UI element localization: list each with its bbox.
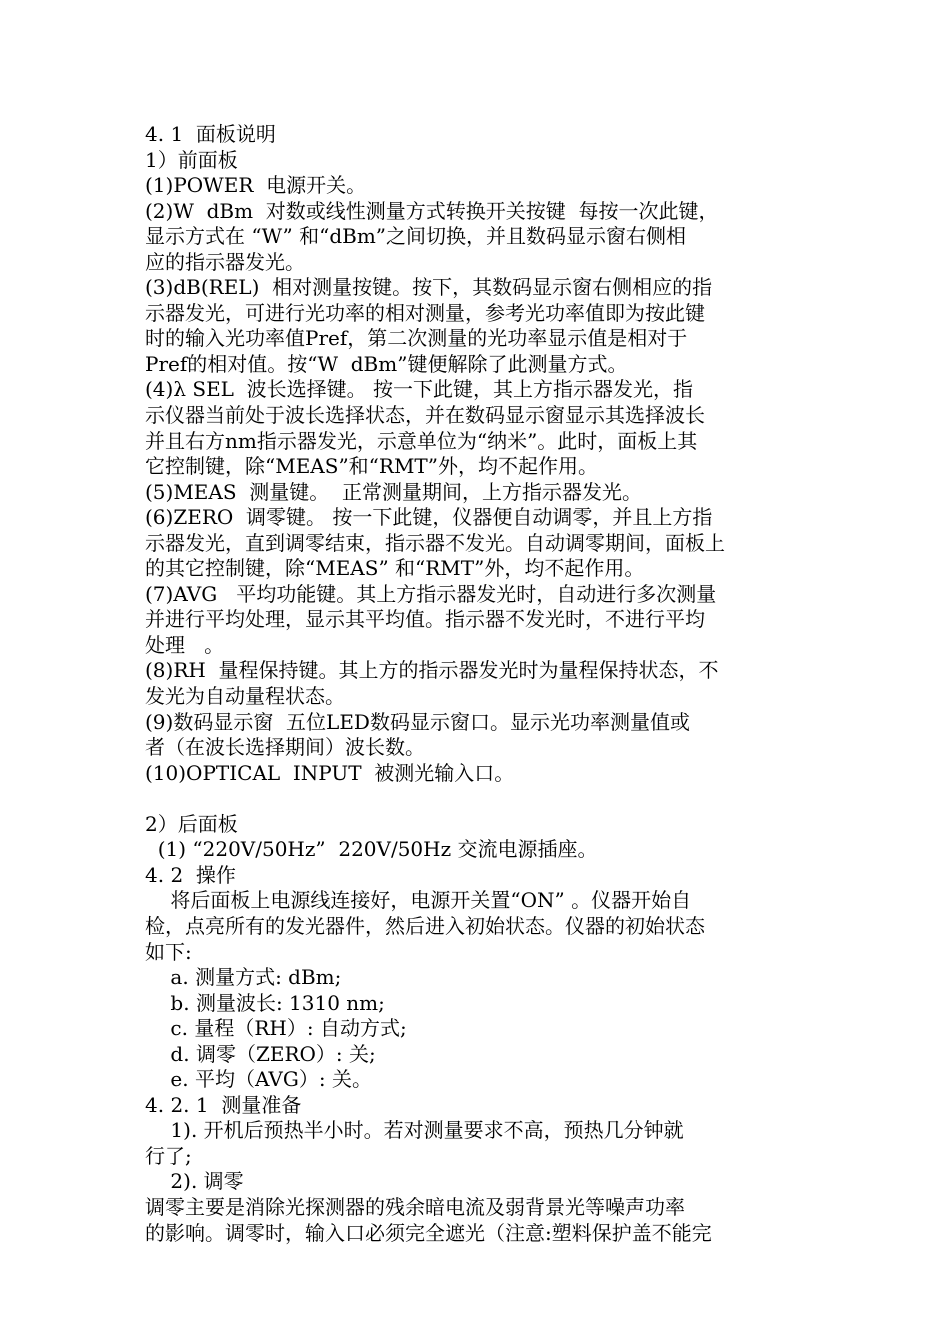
text-line: (6)ZERO 调零键。 按一下此键，仪器便自动调零，并且上方指 xyxy=(145,505,713,530)
text-line: (8)RH 量程保持键。其上方的指示器发光时为量程保持状态，不 xyxy=(145,658,719,683)
text-line: c. 量程（RH）: 自动方式; xyxy=(145,1016,407,1041)
text-line: (7)AVG 平均功能键。其上方指示器发光时，自动进行多次测量 xyxy=(145,581,717,606)
text-line: 者（在波长选择期间）波长数。 xyxy=(145,735,425,760)
text-line: 应的指示器发光。 xyxy=(145,249,305,274)
text-line: 4. 1 面板说明 xyxy=(145,122,276,146)
text-line: (9)数码显示窗 五位LED数码显示窗口。显示光功率测量值或 xyxy=(145,709,690,734)
text-line: 时的输入光功率值Pref，第二次测量的光功率显示值是相对于 xyxy=(145,326,688,351)
text-line xyxy=(145,786,815,812)
text-line: d. 调零（ZERO）: 关; xyxy=(145,1041,376,1066)
text-line: (1) “220V/50Hz” 220V/50Hz 交流电源插座。 xyxy=(145,837,598,862)
text-line: (3)dB(REL) 相对测量按键。按下，其数码显示窗右侧相应的指 xyxy=(145,275,713,300)
document-body xyxy=(145,122,815,1246)
text-line: 检，点亮所有的发光器件，然后进入初始状态。仪器的初始状态 xyxy=(145,913,705,938)
text-line: 处理 。 xyxy=(145,632,225,657)
text-line: a. 测量方式: dBm; xyxy=(145,965,342,990)
text-line: (5)MEAS 测量键。 正常测量期间，上方指示器发光。 xyxy=(145,479,642,504)
text-line: 1）前面板 xyxy=(145,147,238,172)
text-line: 将后面板上电源线连接好，电源开关置“ON” 。仪器开始自 xyxy=(145,888,692,913)
text-line: (2)W dBm 对数或线性测量方式转换开关按键 每按一次此键， xyxy=(145,198,719,223)
text-line: 4. 2 操作 xyxy=(145,862,236,887)
text-line: b. 测量波长: 1310 nm; xyxy=(145,990,385,1015)
text-line: 示器发光，直到调零结束，指示器不发光。自动调零期间，面板上 xyxy=(145,530,725,555)
text-line: 如下: xyxy=(145,939,192,964)
text-line: 的影响。调零时，输入口必须完全遮光（注意:塑料保护盖不能完 xyxy=(145,1220,712,1245)
text-line: 行了; xyxy=(145,1143,192,1168)
text-line: 并进行平均处理，显示其平均值。指示器不发光时，不进行平均 xyxy=(145,607,705,632)
text-line: 2). 调零 xyxy=(145,1169,244,1194)
text-line: (1)POWER 电源开关。 xyxy=(145,173,367,198)
text-line: 示器发光，可进行光功率的相对测量，参考光功率值即为按此键 xyxy=(145,300,705,325)
text-line: 4. 2. 1 测量准备 xyxy=(145,1092,302,1117)
text-line: 发光为自动量程状态。 xyxy=(145,684,345,709)
text-line: 调零主要是消除光探测器的残余暗电流及弱背景光等噪声功率 xyxy=(145,1194,685,1219)
text-line: 的其它控制键，除“MEAS” 和“RMT”外，均不起作用。 xyxy=(145,556,645,581)
text-line: 2）后面板 xyxy=(145,811,238,836)
text-line: 1). 开机后预热半小时。若对测量要求不高，预热几分钟就 xyxy=(145,1118,684,1143)
text-line: (10)OPTICAL INPUT 被测光输入口。 xyxy=(145,760,515,785)
text-line: 并且右方nm指示器发光，示意单位为“纳米”。此时，面板上其 xyxy=(145,428,698,453)
text-line: (4)λ SEL 波长选择键。 按一下此键，其上方指示器发光，指 xyxy=(145,377,694,402)
text-line: e. 平均（AVG）: 关。 xyxy=(145,1067,372,1092)
text-line: 显示方式在 “W” 和“dBm”之间切换，并且数码显示窗右侧相 xyxy=(145,224,687,249)
text-line: Pref的相对值。按“W dBm”键便解除了此测量方式。 xyxy=(145,351,628,376)
text-line: 示仪器当前处于波长选择状态，并在数码显示窗显示其选择波长 xyxy=(145,403,705,428)
text-line: 它控制键，除“MEAS”和“RMT”外，均不起作用。 xyxy=(145,454,598,479)
